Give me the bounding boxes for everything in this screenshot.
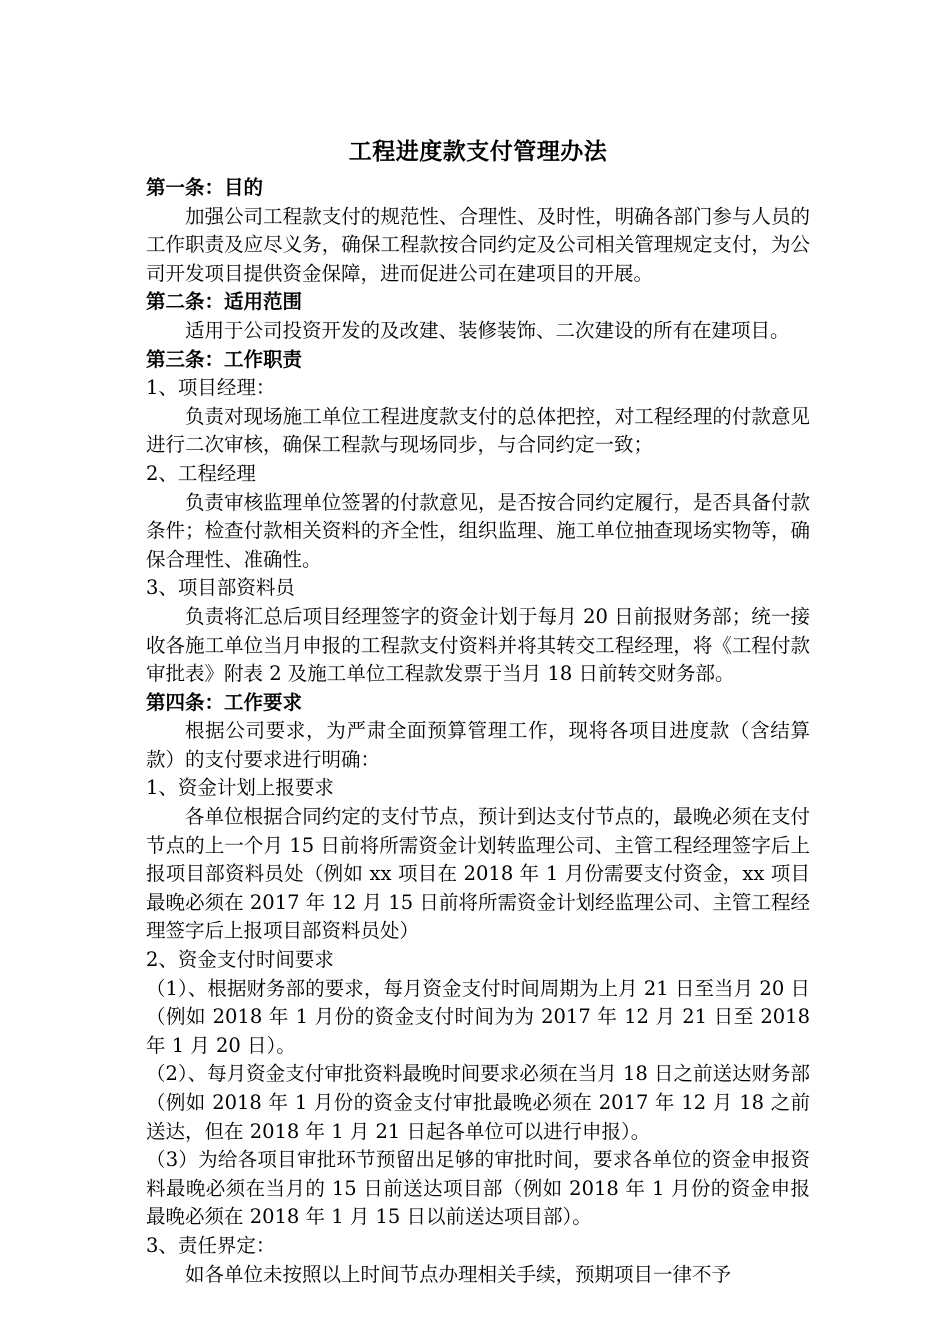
section-1-paragraph: 加强公司工程款支付的规范性、合理性、及时性，明确各部门参与人员的工作职责及应尽义务，确保工程款按合同约定及公司相关管理规定支付，为公司开发项目提供资金保障，进而促进公司在建项目的开展。 (146, 204, 810, 285)
section-1-heading: 第一条：目的 (146, 176, 264, 199)
role-2-text: 负责审核监理单位签署的付款意见，是否按合同约定履行，是否具备付款条件；检查付款相关资料的齐全性，组织监理、施工单位抽查现场实物等，确保合理性、准确性。 (146, 490, 810, 571)
role-1-title: 1、项目经理： (146, 376, 276, 400)
requirement-2-item-3: （3）为给各项目审批环节预留出足够的审批时间，要求各单位的资金申报资料最晚必须在当月的 15 日前送达项目部（例如 2018 年 1 月份的资金申报最晚必须在 2018 年 1 月 15 日以前送达项目部）。 (146, 1148, 810, 1229)
requirement-1-text: 各单位根据合同约定的支付节点，预计到达支付节点的，最晚必须在支付节点的上一个月 15 日前将所需资金计划转监理公司、主管工程经理签字后上报项目部资料员处（例如 xx 项目在 2018 年 1 月份需要支付资金，xx 项目最晚必须在 2017 年 12 月 15 日前将所需资金计划经监理公司、主管工程经理签字后上报项目部资料员处） (146, 805, 810, 943)
role-2-title: 2、工程经理 (146, 461, 256, 485)
section-2-heading: 第二条：适用范围 (146, 290, 303, 314)
document-title: 工程进度款支付管理办法 (348, 139, 608, 165)
requirement-2-title: 2、资金支付时间要求 (146, 948, 334, 972)
role-3-text: 负责将汇总后项目经理签字的资金计划于每月 20 日前报财务部；统一接收各施工单位当月申报的工程款支付资料并将其转交工程经理，将《工程付款审批表》附表 2 及施工单位工程款发票于当月 18 日前转交财务部。 (146, 604, 810, 686)
role-1-text: 负责对现场施工单位工程进度款支付的总体把控，对工程经理的付款意见进行二次审核，确保工程款与现场同步，与合同约定一致； (146, 404, 810, 457)
requirement-2-item-1: （1）、根据财务部的要求，每月资金支付时间周期为上月 21 日至当月 20 日（例如 2018 年 1 月份的资金支付时间为为 2017 年 12 月 21 日至 2018 年 1 月 20 日）。 (146, 976, 810, 1057)
section-4-intro: 根据公司要求，为严肃全面预算管理工作，现将各项目进度款（含结算款）的支付要求进行明确： (146, 719, 810, 771)
section-3-heading: 第三条：工作职责 (146, 347, 303, 371)
requirement-2-item-2: （2）、每月资金支付审批资料最晚时间要求必须在当月 18 日之前送达财务部（例如 2018 年 1 月份的资金支付审批最晚必须在 2017 年 12 月 18 之前送达，但在 2018 年 1 月 21 日起各单位可以进行申报）。 (146, 1062, 810, 1143)
section-4-heading: 第四条：工作要求 (146, 690, 303, 714)
requirement-3-text: 如各单位未按照以上时间节点办理相关手续，预期项目一律不予 (185, 1262, 732, 1286)
document-page (146, 130, 810, 1289)
requirement-1-title: 1、资金计划上报要求 (146, 776, 334, 800)
role-3-title: 3、项目部资料员 (146, 576, 295, 600)
requirement-3-title: 3、责任界定： (146, 1233, 276, 1257)
section-2-paragraph: 适用于公司投资开发的及改建、装修装饰、二次建设的所有在建项目。 (185, 318, 790, 342)
